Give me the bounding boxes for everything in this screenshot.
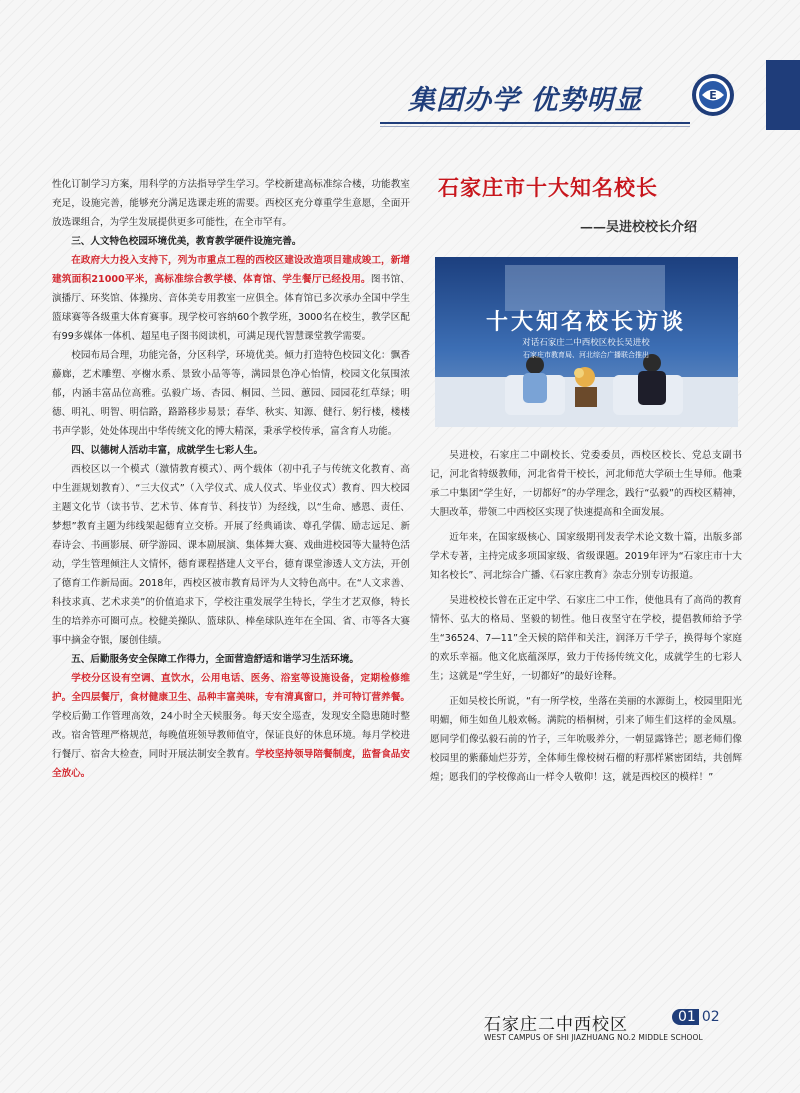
left-column: [52, 175, 410, 783]
paragraph: 近年来，在国家级核心、国家级期刊发表学术论文数十篇，出版多部学术专著，主持完成多项国家级、省级课题。2019年评为“石家庄市十大知名校长”、河北综合广播、《石家庄教育》杂志分别专访报道。: [430, 532, 742, 581]
interview-photo: [435, 257, 738, 427]
photo-caption-line2: 石家庄市教育局、河北综合广播联合推出: [523, 351, 649, 359]
page-number-a: 01: [672, 1009, 699, 1025]
paragraph: 性化订制学习方案，用科学的方法指导学生学习。学校新建高标准综合楼，功能教室充足，设施完善，能够充分满足选课走班的需要。西校区充分尊重学生意愿，全面开放选课组合，为学生发展提供更多可能性，在全市罕有。: [52, 179, 410, 228]
school-emblem-icon: [690, 72, 736, 118]
right-column: [430, 446, 742, 793]
heading-4: 四、以德树人活动丰富，成就学生七彩人生。: [71, 445, 264, 456]
page-number-b: 02: [701, 1009, 720, 1025]
header-rule: [380, 122, 690, 124]
svg-text:E: E: [709, 89, 717, 102]
footer-english-name: WEST CAMPUS OF SHI JIAZHUANG NO.2 MIDDLE SCHOOL: [484, 1033, 703, 1042]
section-title: 集团办学 优势明显: [408, 85, 643, 116]
photo-banner-text: 十大知名校长访谈: [485, 309, 687, 335]
page-edge-tab: [766, 60, 800, 130]
photo-caption-line1: 对话石家庄二中西校区校长吴进校: [522, 338, 650, 348]
header-rule-thin: [380, 126, 690, 127]
interview-scene: [435, 257, 738, 427]
article-subtitle: ——吴进校校长介绍: [580, 220, 698, 235]
paragraph: 吴进校，石家庄二中副校长、党委委员，西校区校长、党总支副书记，河北省特级教师，河北省骨干校长，河北师范大学硕士生导师。他秉承二中集团“学生好，一切都好”的办学理念，践行“弘毅”的西校区精神，大胆改革，带领二中西校区实现了快速提高和全面发展。: [430, 450, 742, 518]
paragraph: 在政府大力投入支持下，列为市重点工程的西校区建设改造项目建成竣工，新增建筑面积21000平米，高标准综合教学楼、体育馆、学生餐厅已经投用。图书馆、演播厅、环奖馆、体操房、音体美专用教室一应俱全。体育馆已多次承办全国中学生篮球赛等各级重大体育赛事。现学校可容纳60个教学班，3000名在校生，教学区配有99多媒体一体机、超星电子图书阅读机，可满足现代智慧课堂教学需要。: [52, 255, 410, 342]
heading-3: 三、人文特色校园环境优美，教育教学硬件设施完善。: [71, 236, 302, 247]
paragraph: 学校分区设有空调、直饮水，公用电话、医务、浴室等设施设备，定期检修维护。全四层餐厅，食材健康卫生、品种丰富美味，专有清真窗口，并可特订营养餐。学校后勤工作管理高效，24小时全天候服务。每天安全巡查，发现安全隐患随时整改。宿舍管理严格规范，每晚值班领导教师值守，保证良好的休息环境。每月学校进行餐厅、宿舍大检查，同时开展法制安全教育。学校坚持领导陪餐制度，监督食品安全放心。: [52, 673, 411, 779]
page-number: [672, 1009, 728, 1029]
paragraph: 正如吴校长所说，“有一所学校，坐落在美丽的水源街上，校园里阳光明媚，师生如鱼儿般欢畅。满院的梧桐树，引来了师生们这样的金凤凰。愿同学们像弘毅石前的竹子，三年吮吸养分，一朝显露锋芒；愿老师们像校园里的紫藤灿烂芬芳，全体师生像校树石榴的籽那样紧密团结，共创辉煌；愿我们的学校像高山一样令人敬仰！这，就是西校区的模样！”: [430, 696, 742, 783]
paragraph: 西校区以一个模式（激情教育模式）、两个载体（初中孔子与传统文化教育、高中生涯规划教育）、“三大仪式”（入学仪式、成人仪式、毕业仪式）教育、四大校园主题文化节（读书节、艺术节、体育节、科技节）为经线，以“生命、感恩、责任、梦想”教育主题为纬线架起德育立交桥。开展了经典诵读、尊孔学儒、励志远足、新春诗会、书画影展、研学游园、课本剧展演、集体舞大赛、戏曲进校园等大量特色活动，学生管理倾注人文情怀，德育课程搭建人文平台，德育课堂渗透人文方法，开创了德育工作新局面。2018年，西校区被市教育局评为人文特色高中。在“人文求善、科技求真、艺术求美”的价值追求下，学校注重发展学生特长，学生才艺双修，特长生的培养亦可圈可点。校健美操队、篮球队、棒垒球队连年在全国、省、市等各大赛事中摘金夺银，屡创佳绩。: [52, 464, 410, 646]
paragraph: 吴进校校长曾在正定中学、石家庄二中工作，使他具有了高尚的教育情怀、弘大的格局、坚毅的韧性。他日夜坚守在学校，提倡教师给予学生“36524、7—11”全天候的陪伴和关注，润泽万千学子，换得每个家庭的欢乐幸福。他文化底蕴深厚，致力于传扬传统文化，成就学生的七彩人生；这就是“学生好，一切都好”的最好诠释。: [430, 595, 742, 682]
paragraph: 校园布局合理，功能完备，分区科学，环境优美。倾力打造特色校园文化：飘香藤廊，艺术雕塑、亭榭水系、景致小品等等，满园景色净心怡情，校园文化氛围浓郁，内涵丰富品位高雅。弘毅广场、杏园、桐园、兰园、蕙园、园园花红草绿；明德、明礼、明智、明信路，路路移步易景；春华、秋实、知源、健行、躬行楼，楼楼书声学影，处处体现出中华传统文化的博大精深，秉承学校传承，富含育人功能。: [52, 350, 410, 437]
heading-5: 五、后勤服务安全保障工作得力，全面营造舒适和谐学习生活环境。: [71, 654, 359, 665]
article-title: 石家庄市十大知名校长: [438, 175, 658, 200]
footer-school-name: 石家庄二中西校区: [484, 1015, 628, 1035]
